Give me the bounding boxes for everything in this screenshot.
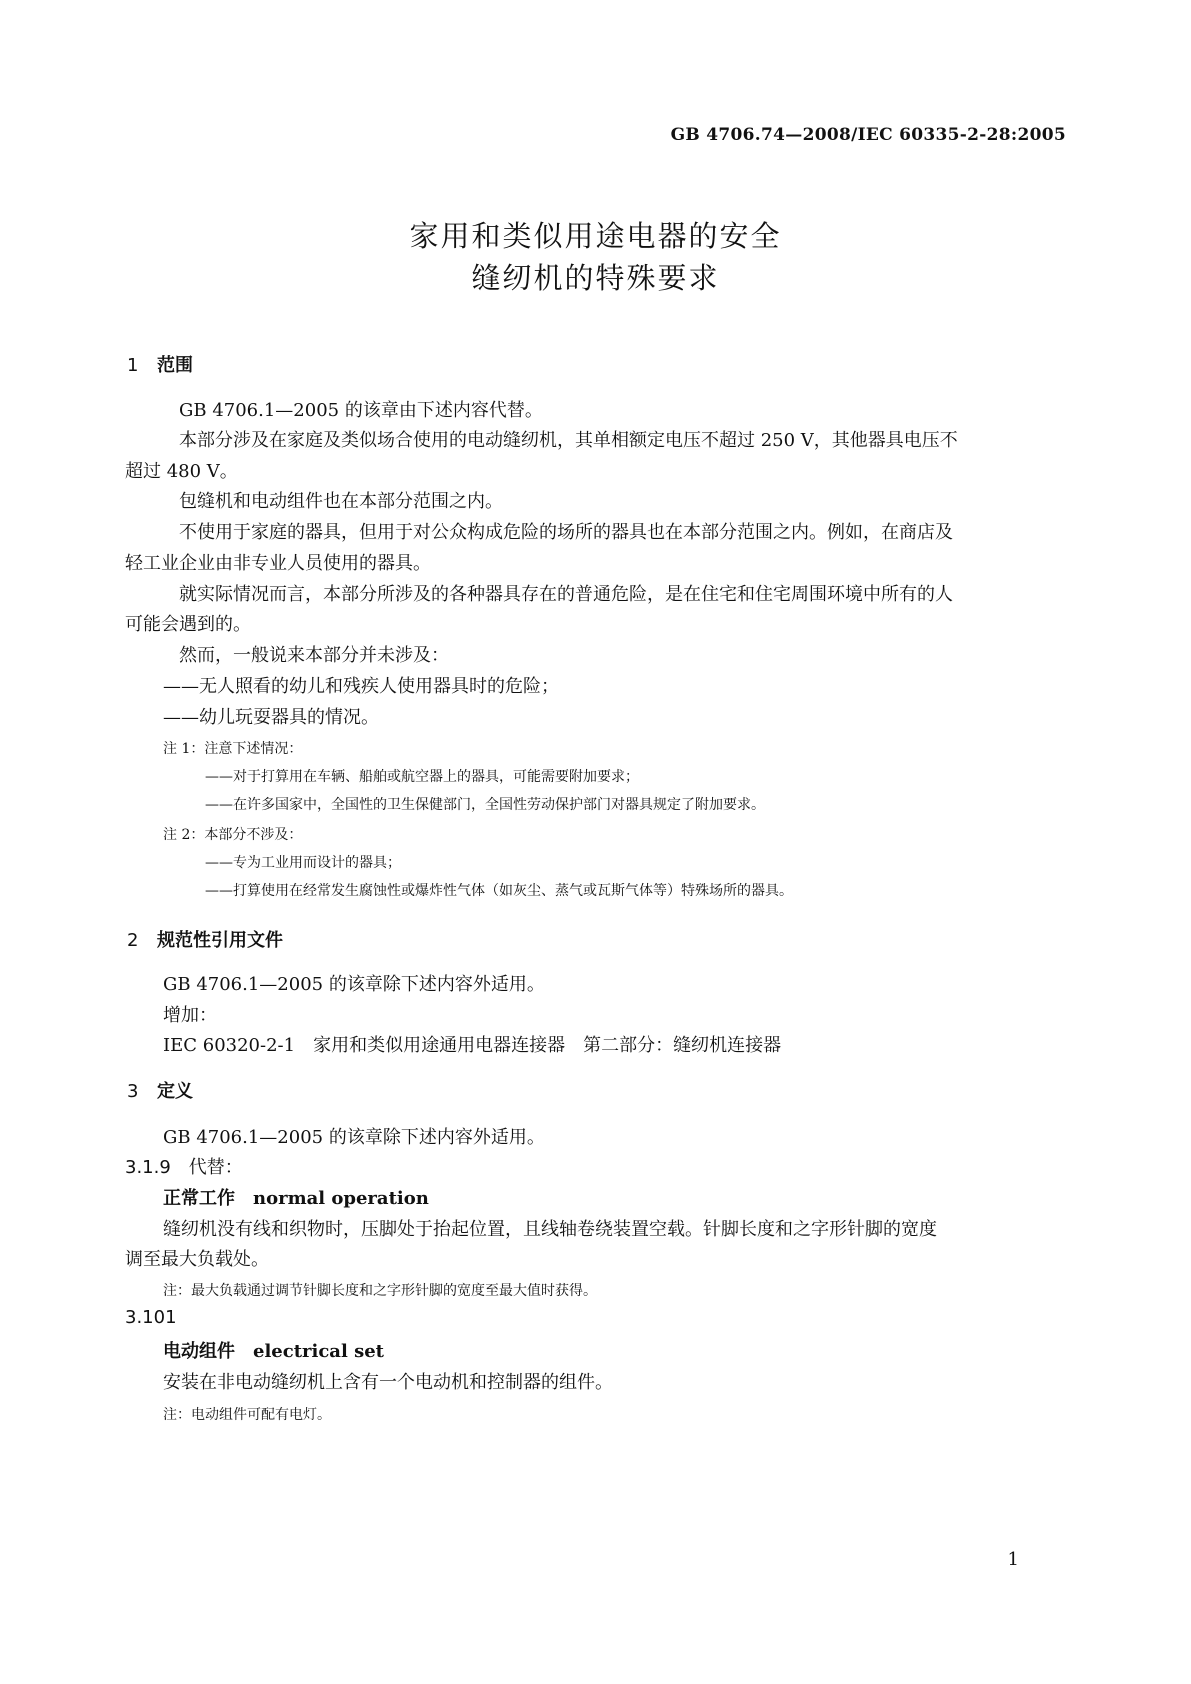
paragraph: GB 4706.1—2005 的该章由下述内容代替。 xyxy=(179,400,543,421)
clause-number: 3.1.9 代替： xyxy=(125,1157,243,1178)
term-en: normal operation xyxy=(253,1188,429,1209)
paragraph: 就实际情况而言，本部分所涉及的各种器具存在的普通危险，是在住宅和住宅周围环境中所有的人 xyxy=(179,584,953,605)
section-1-heading xyxy=(127,351,193,377)
paragraph: GB 4706.1—2005 的该章除下述内容外适用。 xyxy=(163,974,545,995)
page-number: 1 xyxy=(1007,1549,1019,1570)
note-item: ——在许多国家中，全国性的卫生保健部门，全国性劳动保护部门对器具规定了附加要求。 xyxy=(205,797,765,813)
document-header: GB 4706.74—2008/IEC 60335-2-28:2005 xyxy=(670,125,1066,145)
section-number: 1 xyxy=(127,355,139,376)
paragraph: 不使用于家庭的器具，但用于对公众构成危险的场所的器具也在本部分范围之内。例如，在商店及 xyxy=(179,522,953,543)
note: 注 1：注意下述情况： xyxy=(163,741,303,757)
definition-continuation: 调至最大负载处。 xyxy=(125,1249,269,1270)
term-zh: 正常工作 xyxy=(163,1188,235,1209)
definition: 安装在非电动缝纫机上含有一个电动机和控制器的组件。 xyxy=(163,1372,613,1393)
note-item: ——专为工业用而设计的器具； xyxy=(205,855,401,871)
definition: 缝纫机没有线和织物时，压脚处于抬起位置，且线轴卷绕装置空载。针脚长度和之字形针脚的宽度 xyxy=(163,1219,937,1240)
section-3-heading xyxy=(127,1077,193,1103)
section-title: 范围 xyxy=(157,355,193,376)
note-item: ——对于打算用在车辆、船舶或航空器上的器具，可能需要附加要求； xyxy=(205,769,639,785)
paragraph: 本部分涉及在家庭及类似场合使用的电动缝纫机，其单相额定电压不超过 250 V，其他器具电压不 xyxy=(179,430,958,451)
paragraph: 包缝机和电动组件也在本部分范围之内。 xyxy=(179,491,503,512)
note: 注 2：本部分不涉及： xyxy=(163,827,303,843)
term-en: electrical set xyxy=(253,1341,384,1362)
dash-item: ——无人照看的幼儿和残疾人使用器具时的危险； xyxy=(163,676,559,697)
note: 注：最大负载通过调节针脚长度和之字形针脚的宽度至最大值时获得。 xyxy=(163,1283,597,1299)
section-2-heading xyxy=(127,926,283,952)
reference-entry: IEC 60320-2-1 家用和类似用途通用电器连接器 第二部分：缝纫机连接器 xyxy=(163,1035,782,1056)
section-number: 3 xyxy=(127,1081,139,1102)
section-title: 定义 xyxy=(157,1081,193,1102)
paragraph: 然而，一般说来本部分并未涉及： xyxy=(179,645,449,666)
term-heading xyxy=(163,1337,384,1363)
term-heading xyxy=(163,1184,429,1210)
dash-item: ——幼儿玩耍器具的情况。 xyxy=(163,707,379,728)
paragraph: 增加： xyxy=(163,1005,217,1026)
paragraph: GB 4706.1—2005 的该章除下述内容外适用。 xyxy=(163,1127,545,1148)
paragraph-continuation: 超过 480 V。 xyxy=(125,461,238,482)
paragraph-continuation: 轻工业企业由非专业人员使用的器具。 xyxy=(125,553,431,574)
document-title-line1: 家用和类似用途电器的安全 xyxy=(409,219,782,253)
term-zh: 电动组件 xyxy=(163,1341,235,1362)
clause-number: 3.101 xyxy=(125,1307,177,1328)
note-item: ——打算使用在经常发生腐蚀性或爆炸性气体（如灰尘、蒸气或瓦斯气体等）特殊场所的器具。 xyxy=(205,883,793,899)
paragraph-continuation: 可能会遇到的。 xyxy=(125,614,251,635)
section-number: 2 xyxy=(127,930,139,951)
document-title-line2: 缝纫机的特殊要求 xyxy=(471,261,720,295)
note: 注：电动组件可配有电灯。 xyxy=(163,1407,331,1423)
section-title: 规范性引用文件 xyxy=(157,930,283,951)
